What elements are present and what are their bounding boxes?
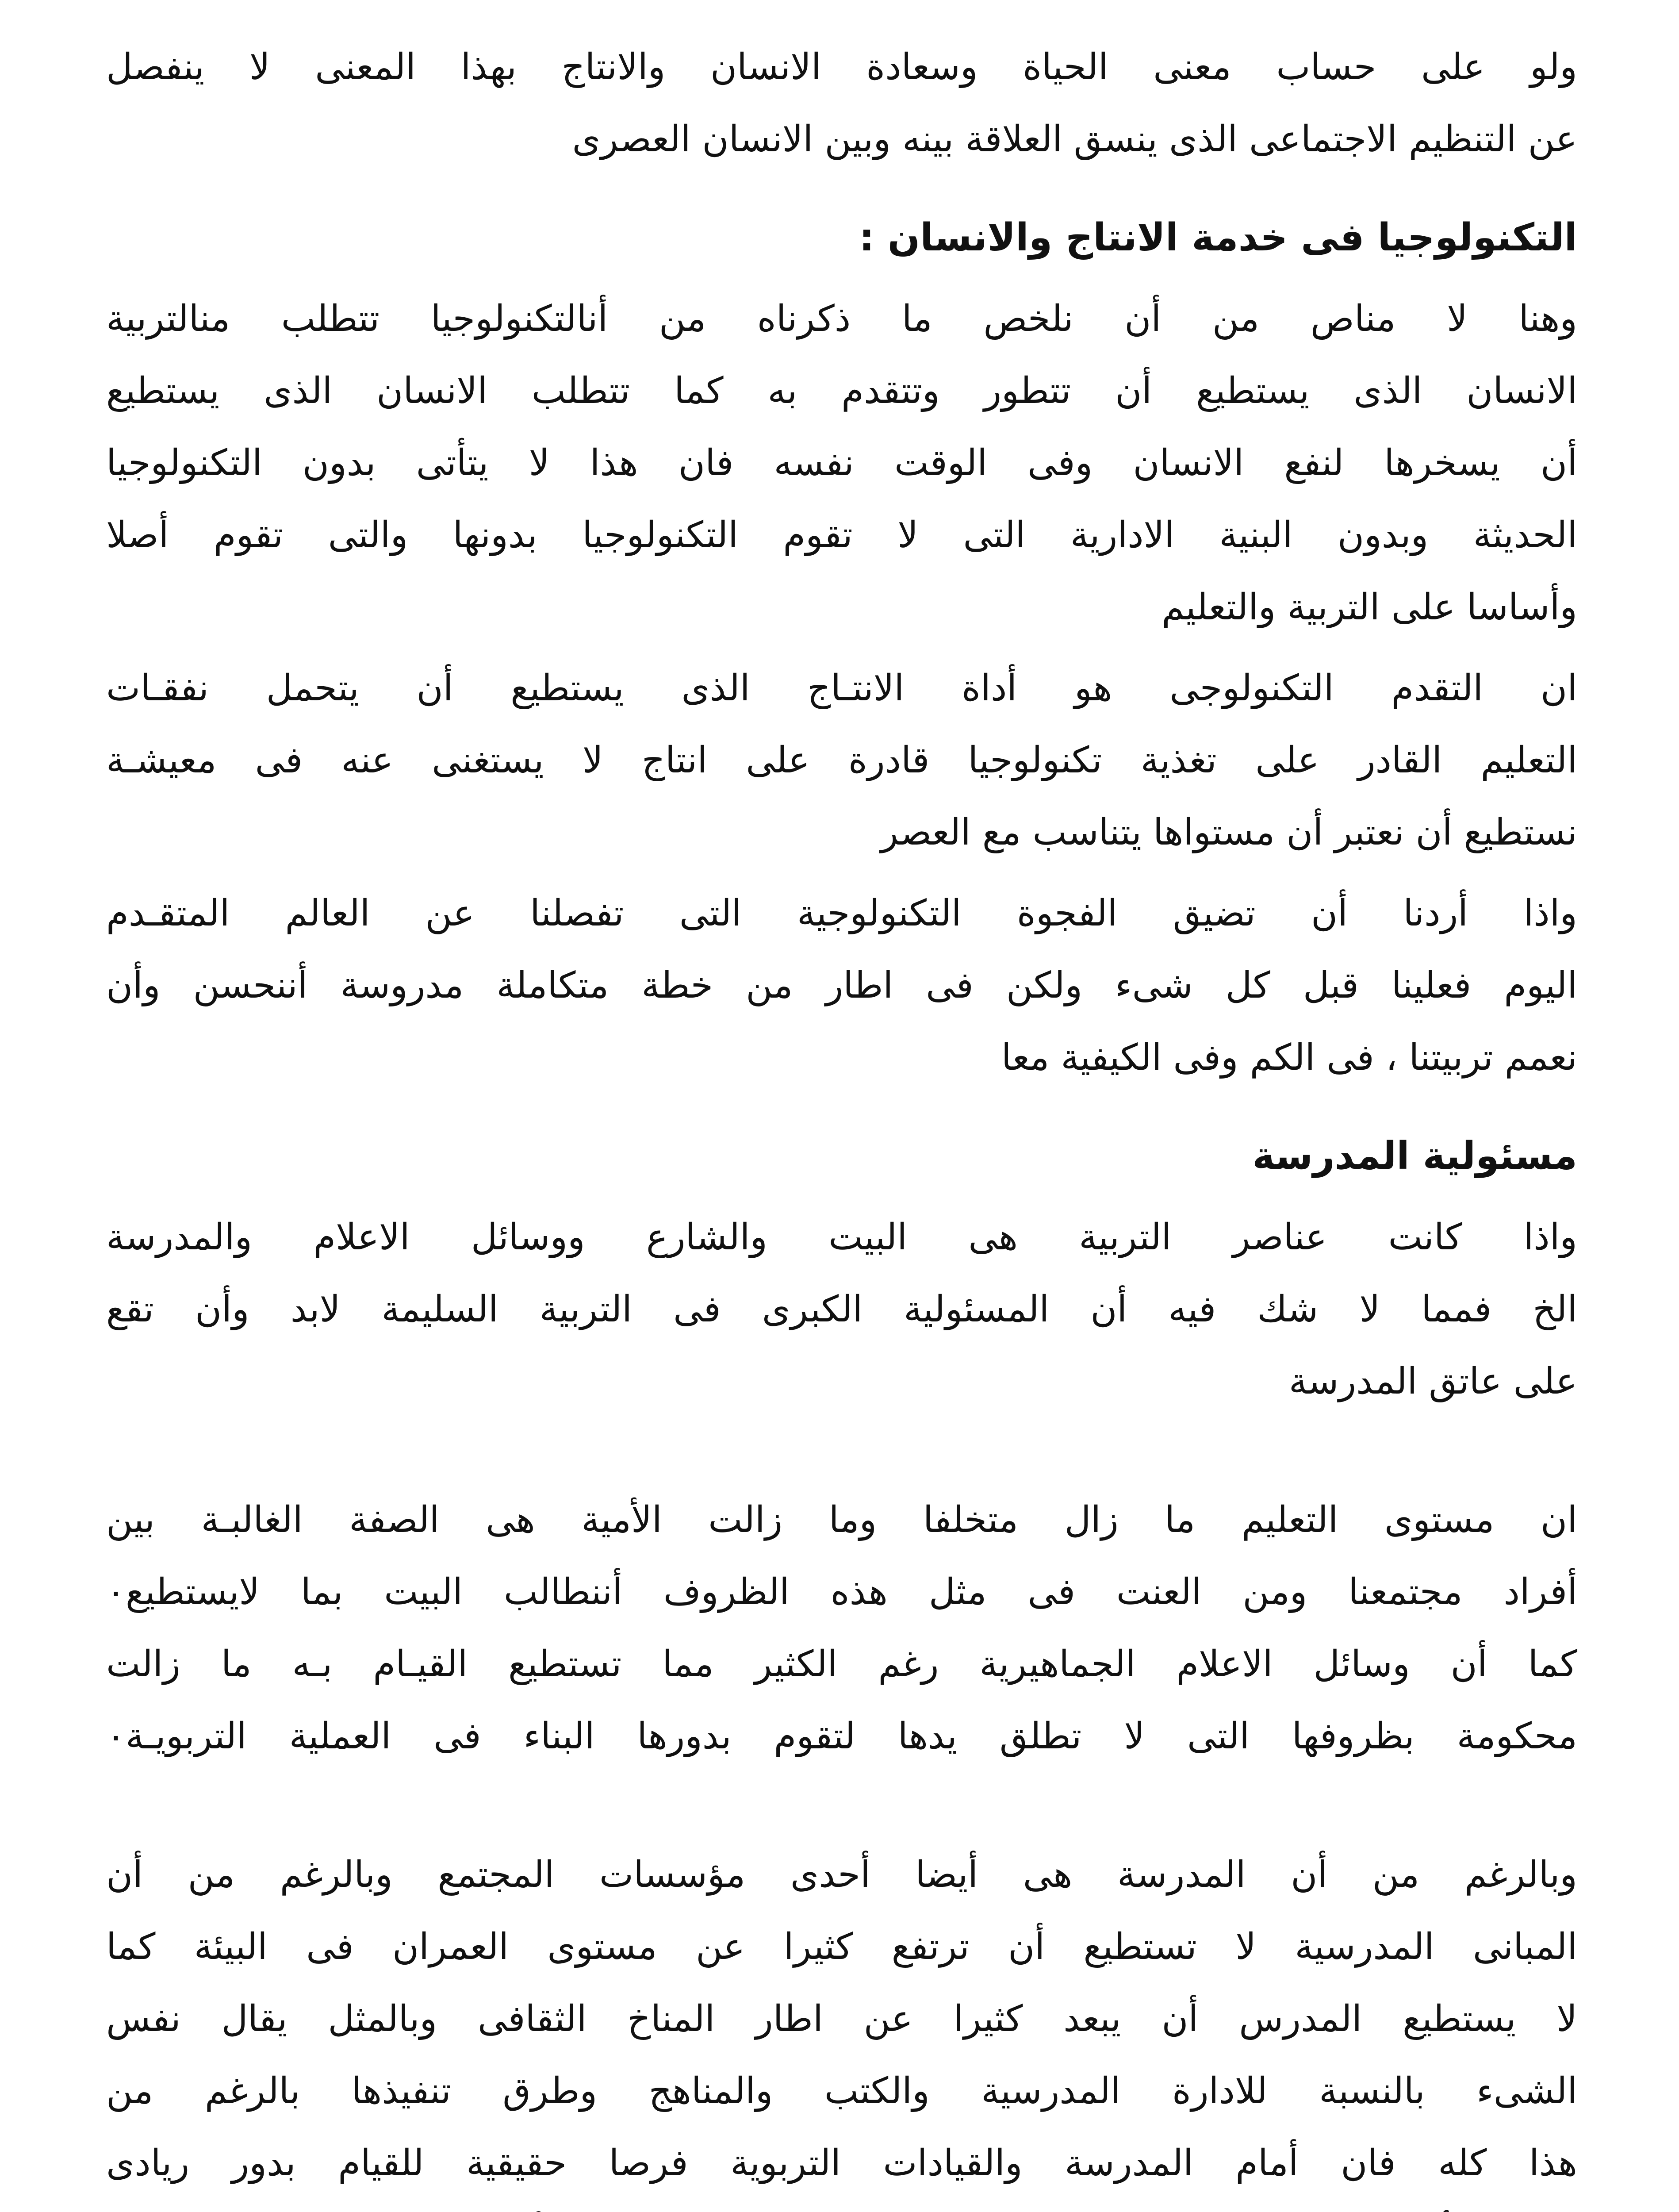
text-line: أفراد مجتمعنا ومن العنت فى مثل هذه الظروف أننطالب البيت بما لايستطيع٠: [106, 1571, 1577, 1613]
section-heading-school-responsibility: مسئولية المدرسة: [1252, 1134, 1577, 1178]
text-line: أن يسخرها لنفع الانسان وفى الوقت نفسه فان هذا لا يتأتى بدون التكنولوجيا: [106, 442, 1577, 484]
section-heading-technology: التكنولوجيا فى خدمة الانتاج والانسان :: [859, 215, 1577, 260]
text-line: عن التنظيم الاجتماعى الذى ينسق العلاقة بينه وبين الانسان العصرى: [572, 118, 1577, 160]
text-line: ان مستوى التعليم ما زال متخلفا وما زالت الأمية هى الصفة الغالبـة بين: [106, 1499, 1577, 1541]
text-line: لا يستطيع المدرس أن يبعد كثيرا عن اطار المناخ الثقافى وبالمثل يقال نفس: [106, 1998, 1577, 2040]
text-line: الانسان الذى يستطيع أن تتطور وتتقدم به كما تتطلب الانسان الذى يستطيع: [106, 370, 1577, 412]
text-line: وهنا لا مناص من أن نلخص ما ذكرناه من أنالتكنولوجيا تتطلب منالتربية: [106, 298, 1578, 340]
text-line: نعمم تربيتنا ، فى الكم وفى الكيفية معا: [1001, 1037, 1577, 1079]
page-content: [106, 31, 1577, 2212]
text-line: اليوم فعلينا قبل كل شىء ولكن فى اطار من خطة متكاملة مدروسة أننحسن وأن: [106, 964, 1577, 1006]
intro-paragraph: [106, 31, 1577, 175]
text-line: واذا أردنا أن تضيق الفجوة التكنولوجية التى تفصلنا عن العالم المتقـدم: [106, 892, 1577, 934]
text-line: نستطيع أن نعتبر أن مستواها يتناسب مع العصر: [881, 811, 1577, 853]
text-line: [106, 2199, 1577, 2212]
text-line: ولو على حساب معنى الحياة وسعادة الانسان والانتاج بهذا المعنى لا ينفصل: [106, 46, 1577, 88]
paragraph: [106, 283, 1577, 643]
text-line: الشىء بالنسبة للادارة المدرسية والكتب والمناهج وطرق تنفيذها بالرغم من: [106, 2070, 1577, 2112]
text-line: الخ فمما لا شك فيه أن المسئولية الكبرى فى التربية السليمة لابد وأن تقع: [106, 1288, 1577, 1330]
text-line: المبانى المدرسية لا تستطيع أن ترتفع كثيرا عن مستوى العمران فى البيئة كما: [106, 1926, 1577, 1968]
text-line: ان التقدم التكنولوجى هو أداة الانتـاج الذى يستطيع أن يتحمل نفقـات: [106, 667, 1577, 709]
paragraph: [106, 1484, 1577, 1772]
text-line: التعليم القادر على تغذية تكنولوجيا قادرة على انتاج لا يستغنى عنه فى معيشـة: [106, 739, 1577, 781]
paragraph: [106, 652, 1577, 868]
text-line: كما أن وسائل الاعلام الجماهيرية رغم الكثير مما تستطيع القيـام بـه ما زالت: [106, 1643, 1577, 1685]
text-line: محكومة بظروفها التى لا تطلق يدها لتقوم بدورها البناء فى العملية التربويـة٠: [106, 1715, 1577, 1757]
text-line: على عاتق المدرسة: [1288, 1360, 1577, 1402]
text-line: هذا كله فان أمام المدرسة والقيادات التربوية فرصا حقيقية للقيام بدور ريادى: [106, 2142, 1577, 2184]
text-line: الحديثة وبدون البنية الادارية التى لا تقوم التكنولوجيا بدونها والتى تقوم أصلا: [106, 514, 1577, 556]
text-line: وبالرغم من أن المدرسة هى أيضا أحدى مؤسسات المجتمع وبالرغم من أن: [106, 1854, 1577, 1896]
text-line: واذا كانت عناصر التربية هى البيت والشارع ووسائل الاعلام والمدرسة: [106, 1216, 1577, 1258]
paragraph: [106, 1201, 1577, 1417]
paragraph: [106, 877, 1577, 1094]
paragraph: [106, 1839, 1577, 2212]
text-line: وأساسا على التربية والتعليم: [1162, 586, 1577, 628]
